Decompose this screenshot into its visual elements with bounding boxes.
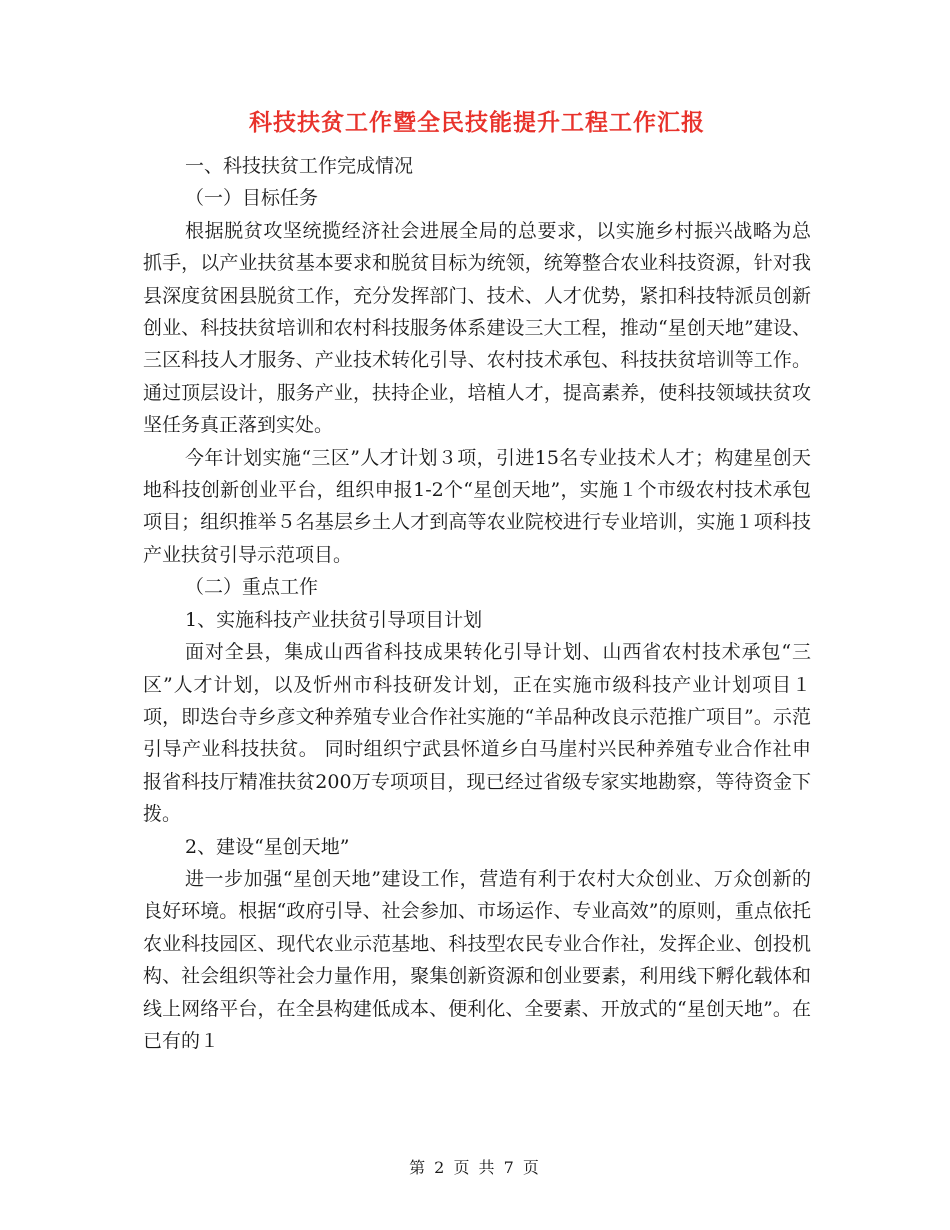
- body-paragraph: 面对全县，集成山西省科技成果转化引导计划、山西省农村技术承包“三区”人才计划，以及忻州市科技研发计划，正在实施市级科技产业计划项目１项，即迭台寺乡彦文种养殖专业合作社实施的“羊品种改良示范推广项目”。示范引导产业科技扶贫。 同时组织宁武县怀道乡白马崖村兴民种养殖专业合作社申报省科技厅精准扶贫200万专项项目，现已经过省级专家实地勘察，等待资金下拨。: [143, 641, 811, 826]
- subsection-heading: （一）目标任务: [185, 187, 319, 210]
- body-paragraph: 根据脱贫攻坚统揽经济社会进展全局的总要求，以实施乡村振兴战略为总抓手，以产业扶贫基本要求和脱贫目标为统领，统筹整合农业科技资源，针对我县深度贫困县脱贫工作，充分发挥部门、技术、人才优势，紧扣科技特派员创新创业、科技扶贫培训和农村科技服务体系建设三大工程，推动“星创天地”建设、三区科技人才服务、产业技术转化引导、农村技术承包、科技扶贫培训等工作。通过顶层设计，服务产业，扶持企业，培植人才，提高素养，使科技领域扶贫攻坚任务真正落到实处。: [143, 219, 811, 437]
- document-title: 科技扶贫工作暨全民技能提升工程工作汇报: [249, 109, 705, 136]
- page-number-footer: 第 2 页 共 7 页: [409, 1158, 541, 1177]
- section-heading: 一、科技扶贫工作完成情况: [185, 155, 414, 177]
- document-page: [143, 108, 811, 1057]
- body-paragraph: 进一步加强“星创天地”建设工作，营造有利于农村大众创业、万众创新的良好环境。根据“政府引导、社会参加、市场运作、专业高效”的原则，重点依托农业科技园区、现代农业示范基地、科技型农民专业合作社，发挥企业、创投机构、社会组织等社会力量作用，聚集创新资源和创业要素，利用线下孵化载体和线上网络平台，在全县构建低成本、便利化、全要素、开放式的“星创天地”。在已有的１: [143, 867, 811, 1052]
- item-heading: 2、建设“星创天地”: [185, 835, 350, 858]
- item-heading: 1、实施科技产业扶贫引导项目计划: [185, 608, 483, 631]
- body-paragraph: 今年计划实施“三区”人才计划３项，引进15名专业技术人才；构建星创天地科技创新创业平台，组织申报1-2个“星创天地”，实施１个市级农村技术承包项目；组织推举５名基层乡土人才到高等农业院校进行专业培训，实施１项科技产业扶贫引导示范项目。: [143, 446, 811, 566]
- subsection-heading: （二）重点工作: [185, 576, 319, 599]
